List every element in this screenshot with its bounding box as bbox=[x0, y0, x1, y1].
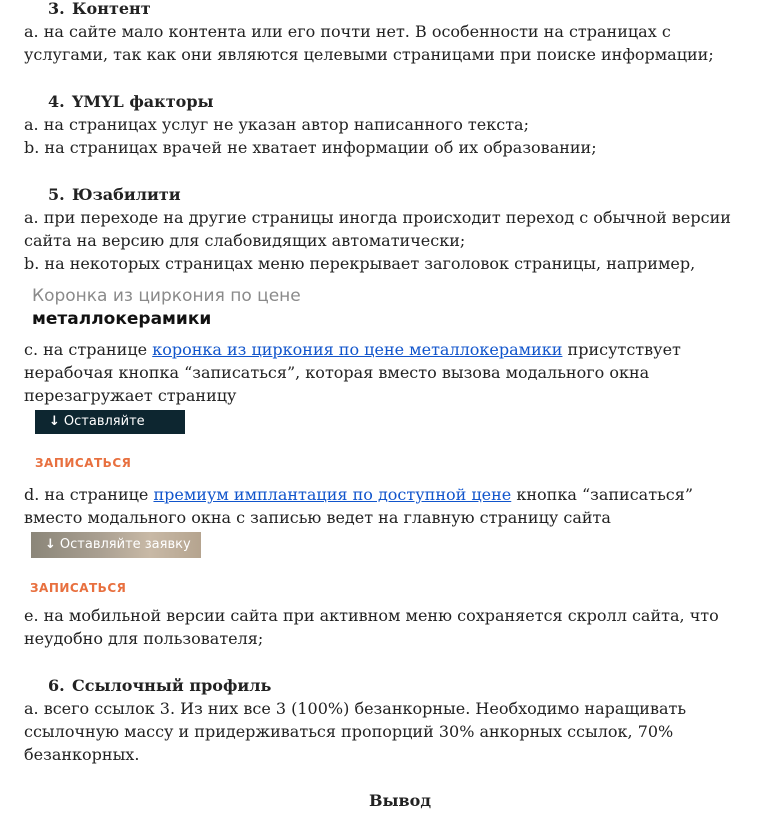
section-5 bbox=[24, 183, 744, 275]
conclusion-heading: Вывод bbox=[368, 791, 431, 810]
screenshot-page-title: Коронка из циркония по цене металлокерамики bbox=[32, 286, 301, 329]
list-item: c. на странице коронка из циркония по цене металлокерамики присутствует нерабочая кнопка “записаться”, которая вместо вызова модального окна перезагружает страницу bbox=[24, 340, 681, 405]
arrow-down-icon: ↓ bbox=[49, 414, 60, 429]
screenshot-signup-label: ЗАПИСАТЬСЯ bbox=[35, 456, 132, 470]
section-heading: 6. Ссылочный профиль bbox=[48, 676, 272, 695]
screenshot-request-button: ↓ Оставляйте заявку bbox=[35, 410, 185, 434]
list-item: b. на страницах врачей не хватает информации об их образовании; bbox=[24, 138, 597, 157]
screenshot-signup-label: ЗАПИСАТЬСЯ bbox=[30, 581, 127, 595]
list-item: a. на страницах услуг не указан автор написанного текста; bbox=[24, 115, 529, 134]
list-item: b. на некоторых страницах меню перекрывает заголовок страницы, например, bbox=[24, 254, 696, 273]
section-6 bbox=[24, 674, 744, 766]
list-item: a. на сайте мало контента или его почти нет. В особенности на страницах с услугами, так как они являются целевыми страницами при поиске информации; bbox=[24, 22, 714, 64]
list-item: e. на мобильной версии сайта при активном меню сохраняется скролл сайта, что неудобно для пользователя; bbox=[24, 606, 719, 648]
link-zirconia-crown[interactable]: коронка из циркония по цене металлокерамики bbox=[152, 340, 563, 359]
section-4 bbox=[24, 90, 744, 159]
arrow-down-icon: ↓ bbox=[45, 537, 56, 552]
link-premium-implantation[interactable]: премиум имплантация по доступной цене bbox=[153, 485, 512, 504]
section-heading: 5. Юзабилити bbox=[48, 185, 181, 204]
list-item: a. всего ссылок 3. Из них все 3 (100%) безанкорные. Необходимо наращивать ссылочную массу и придерживаться пропорций 30% анкорных ссылок, 70% безанкорных. bbox=[24, 699, 687, 764]
list-item: a. при переходе на другие страницы иногда происходит переход с обычной версии сайта на версию для слабовидящих автоматически; bbox=[24, 208, 731, 250]
section-heading: 4. YMYL факторы bbox=[48, 92, 214, 111]
list-item: d. на странице премиум имплантация по доступной цене кнопка “записаться” вместо модального окна с записью ведет на главную страницу сайта bbox=[24, 485, 694, 527]
section-3 bbox=[24, 0, 744, 66]
screenshot-request-button: ↓ Оставляйте заявку bbox=[31, 532, 201, 558]
section-heading: 3. Контент bbox=[48, 0, 151, 18]
